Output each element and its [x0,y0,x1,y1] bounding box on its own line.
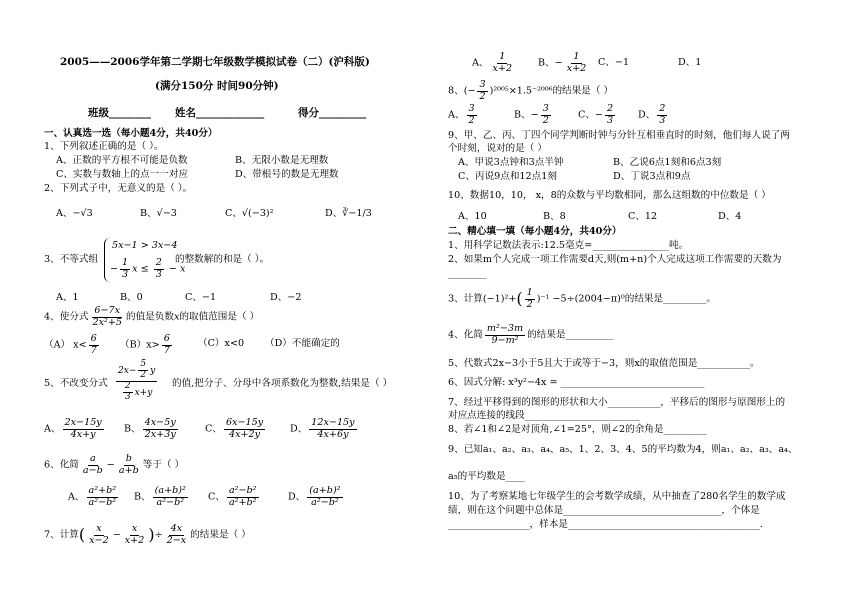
q9-option-b[interactable]: B、乙说6点1刻和6点3刻 [613,157,722,168]
q1-option-d[interactable]: D、带根号的数是无理数 [235,169,339,180]
q5-suffix: 的值,把分子、分母中各项系数化为整数,结果是（ ） [172,378,393,389]
q6-stem: 6、化简 $\frac{a}{a-b}$ − $\frac{b}{a+b}$ 等于（ ） [44,453,185,476]
q2-stem: 2、下列式子中，无意义的是（ ）。 [44,183,193,194]
fill-2-line2[interactable]: ________ [448,268,487,279]
q6-option-a[interactable]: A、 $\frac{\text{a²+b²}}{\text{a²−b²}}$ [68,485,117,508]
q9-option-c[interactable]: C、丙说9点和12点1刻 [458,171,557,182]
q6-option-d[interactable]: D、 $\frac{\text{(a+b)²}}{\text{a²−b²}}$ [288,485,341,508]
q5-option-c[interactable]: C、 $\frac{6x-15y}{4x+2y}$ [205,417,264,440]
fill-10-line1: 10、为了考察某地七年级学生的会考数学成绩，从中抽查了280名学生的数学成 [448,491,786,502]
q9-stem-line1: 9、甲、乙、丙、丁四个同学判断时钟与分针互相垂直时的时刻，他们每人说了两 [448,130,790,141]
q4-option-c[interactable]: （C）x<0 [198,338,245,349]
fill-6[interactable]: 6、因式分解: x³y²−4x = ______________________________ [448,377,705,388]
q1-stem: 1、下列叙述正确的是（ ）。 [44,141,164,152]
q9-option-d[interactable]: D、丁说3点和9点 [613,171,691,182]
q8-option-b[interactable]: B、− $\frac{3}{2}$ [514,103,549,126]
q7-option-b[interactable]: B、− $\frac{1}{x+2}$ [538,51,587,74]
q10-option-d[interactable]: D、4 [718,211,742,222]
q1-option-a[interactable]: A、正数的平方根不可能是负数 [56,155,188,166]
q10-stem: 10、数据10，10， x，8的众数与平均数相同，那么这组数的中位数是（ ） [448,190,771,201]
q1-option-b[interactable]: B、无限小数是无理数 [235,155,329,166]
q8-option-c[interactable]: C、− $\frac{2}{3}$ [578,103,614,126]
q4-option-b[interactable]: （B）x> $\frac{6}{7}$ [120,333,170,356]
fill-10-line3[interactable]: _________________，样本是________________________________________. [448,519,763,530]
q10-option-b[interactable]: B、8 [543,211,566,222]
q9-option-a[interactable]: A、甲说3点钟和3点半钟 [458,157,564,168]
q8-option-a[interactable]: A、 $\frac{3}{2}$ [448,103,475,126]
q10-option-a[interactable]: A、10 [458,211,487,222]
q5-option-b[interactable]: B、 $\frac{4x-5y}{2x+3y}$ [124,417,176,440]
q3-line1: 5x−1 > 3x−4 [112,240,178,251]
fill-3[interactable]: 3、计算(−1)²+( $\frac{1}{2}$ )⁻¹ −5÷(2004−π)⁰的结果是_________。 [448,287,716,310]
section2-title: 二、精心填一填（每小题4分，共40分） [448,226,622,237]
q3-option-a[interactable]: A、1 [56,292,79,303]
score-field[interactable]: 得分_________ [298,107,367,119]
fill-9-line2[interactable]: a₅的平均数是____ [448,471,525,482]
fill-7-line2[interactable]: 对应点连接的线段________________________ [448,410,640,421]
q5-option-a[interactable]: A、 $\frac{2x-15y}{4x+y}$ [44,417,102,440]
q3-option-d[interactable]: D、−2 [270,292,302,303]
q6-option-b[interactable]: B、 $\frac{\text{(a+b)²}}{\text{a²−b²}}$ [134,485,186,508]
exam-title: 2005——2006学年第二学期七年级数学模拟试卷（二）(沪科版) [60,56,370,68]
fill-1[interactable]: 1、用科学记数法表示:12.5毫克=________________吨。 [448,240,689,251]
q7-option-d[interactable]: D、1 [678,57,702,68]
fill-5[interactable]: 5、代数式2x−3小于5且大于或等于−3，则x的取值范围是___________。 [448,358,760,369]
fill-8[interactable]: 8、若∠1和∠2是对顶角,∠1=25°，则∠2的余角是_________ [448,424,707,435]
q3-option-c[interactable]: C、−1 [185,292,217,303]
q6-option-c[interactable]: C、 $\frac{\text{a²−b²}}{\text{a²+b²}}$ [208,485,257,508]
q5-fraction: 2x− $\frac{5}{2}$ y $\frac{2}{3}$ x+y [118,359,156,402]
q2-option-b[interactable]: B、√−3 [140,208,177,219]
q5-prefix: 5、不改变分式 [44,378,108,389]
class-field[interactable]: 班级________ [88,107,151,119]
q8-stem: 8、(− $\frac{3}{2}$ )²⁰⁰⁵×1.5⁻²⁰⁰⁶的结果是（ ） [448,79,614,102]
q7-option-a[interactable]: A、 $\frac{1}{x+2}$ [472,51,513,74]
fill-10-line2[interactable]: 绩，则在这个问题中总体是_________________________________，个体是 [448,505,760,516]
q4-stem: 4、使分式 $\frac{6-7x}{\text{2x²+5}}$ 的值是负数x的取值范围是（ ） [44,305,260,328]
q4-option-d[interactable]: （D）不能确定的 [265,338,340,349]
q4-option-a[interactable]: （A） x< $\frac{6}{7}$ [44,333,97,356]
q8-option-d[interactable]: D、 $\frac{2}{3}$ [638,103,666,126]
q2-option-d[interactable]: D、∛−1/3 [325,208,372,219]
exam-subtitle: (满分150分 时间90分钟) [155,80,279,92]
fill-2-line1: 2、如果m个人完成一项工作需要d天,则(m+n)个人完成这项工作需要的天数为 [448,254,782,265]
q3-suffix: 的整数解的和是（ ）。 [175,254,270,265]
fill-9-line1: 9、已知a₁、a₂、a₃、a₄、a₅、1、2、3、4、5的平均数为4，则a₁、a₂、a₃、a₄、 [448,444,798,455]
q7-option-c[interactable]: C、−1 [598,57,630,68]
fill-7-line1[interactable]: 7、经过平移得到的图形的形状和大小___________，平移后的图形与原图形上的 [448,397,786,408]
q2-option-a[interactable]: A、−√3 [56,208,93,219]
q3-option-b[interactable]: B、0 [120,292,143,303]
name-field[interactable]: 姓名_____________ [175,107,265,119]
q7-stem: 7、计算( $\frac{x}{x-2}$ − $\frac{x}{x+2}$ )÷ $\frac{4x}{2-x}$ 的结果是（ ） [44,523,251,546]
section1-title: 一、认真选一选（每小题4分，共40分） [44,128,218,139]
q2-option-c[interactable]: C、√(−3)² [225,208,274,219]
fill-4[interactable]: 4、化简 $\frac{\text{m²−3m}}{\text{9−m²}}$ 的结果是__________ [448,323,614,346]
q5-option-d[interactable]: D、 $\frac{12x-15y}{4x+6y}$ [290,417,355,440]
q9-stem-line2: 个时刻，说对的是（ ） [448,143,547,154]
q1-option-c[interactable]: C、实数与数轴上的点一一对应 [56,169,189,180]
q3-line2: − $\frac{1}{3}$ x ≤ $\frac{2}{3}$ − x [110,257,186,280]
q3-prefix: 3、不等式组 [44,254,99,265]
q10-option-c[interactable]: C、12 [628,211,658,222]
